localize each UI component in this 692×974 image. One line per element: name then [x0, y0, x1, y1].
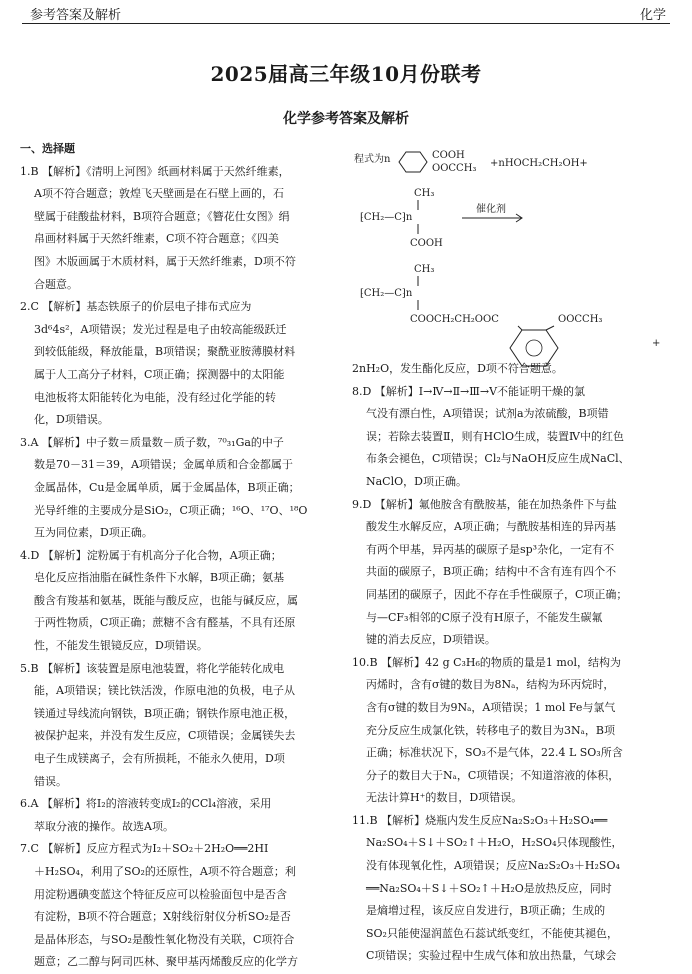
svg-text:+: +: [652, 338, 661, 349]
svg-text:COOCH₂CH₂OOC: COOCH₂CH₂OOC: [410, 314, 499, 325]
svg-text:COOH: COOH: [432, 150, 465, 161]
text-line: 于两性物质，C项正确；蔗糖不含有醛基，不具有还原: [34, 616, 296, 630]
text-line: 属于人工高分子材料，C项正确；探测器中的太阳能: [34, 367, 285, 381]
header-rule: [22, 23, 670, 24]
svg-text:COOH: COOH: [410, 238, 443, 249]
text-line: 布条会褪色，C项错误；Cl₂与NaOH反应生成NaCl、: [366, 452, 630, 466]
text-line: C项错误；实验过程中生成气体和放出热量，气球会: [366, 949, 617, 963]
text-line: 4.D 【解析】淀粉属于有机高分子化合物，A项正确；: [20, 548, 282, 562]
svg-text:+nHOCH₂CH₂OH+: +nHOCH₂CH₂OH+: [490, 158, 588, 169]
text-line: 9.D 【解析】氟他胺含有酰胺基，能在加热条件下与盐: [352, 497, 617, 511]
text-line: SO₂只能使湿润蓝色石蕊试纸变红，不能使其褪色，: [366, 926, 618, 940]
svg-text:⁅CH₂—C⁆n: ⁅CH₂—C⁆n: [360, 212, 413, 223]
text-line: 无法计算H⁺的数目，D项错误。: [366, 791, 523, 805]
text-line: 误；若除去装置Ⅱ，则有HClO生成，装置Ⅳ中的红色: [366, 429, 625, 443]
text-line: 是熵增过程，该反应自发进行，B项正确；生成的: [366, 904, 606, 918]
svg-text:OOCCH₃: OOCCH₃: [558, 314, 603, 325]
text-line: 与—CF₃相邻的C原子没有H原子，不能发生碳氟: [366, 610, 603, 624]
text-line: 皂化反应指油脂在碱性条件下水解，B项正确；氨基: [34, 571, 285, 585]
text-line: 1.B 【解析】《清明上河图》纸画材料属于天然纤维素，: [20, 164, 290, 178]
text-line: 5.B 【解析】该装置是原电池装置，将化学能转化成电: [20, 661, 285, 675]
text-line: A项不符合题意；敦煌飞天壁画是在石壁上画的，石: [34, 187, 284, 201]
text-line: 2.C 【解析】基态铁原子的价层电子排布式应为: [20, 300, 252, 314]
text-line: 光导纤维的主要成分是SiO₂，C项正确；¹⁶O、¹⁷O、¹⁸O: [34, 503, 308, 517]
svg-text:CH₃: CH₃: [414, 188, 435, 199]
page-subtitle: 化学参考答案及解析: [283, 111, 409, 127]
svg-text:⁅CH₂—C⁆n: ⁅CH₂—C⁆n: [360, 288, 413, 299]
text-line: 数是70－31＝39，A项错误；金属单质和合金都属于: [34, 458, 293, 472]
page-header-left: 参考答案及解析: [30, 8, 122, 23]
text-line: NaClO，D项正确。: [366, 474, 467, 488]
text-line: 3d⁶4s²，A项错误；发光过程是电子由较高能级跃迁: [34, 322, 287, 336]
text-line: 用淀粉遇碘变蓝这个特征反应可以检验面包中是否含: [34, 887, 287, 901]
text-line: 7.C 【解析】反应方程式为I₂＋SO₂＋2H₂O══2HI: [20, 842, 269, 856]
text-line: 含有σ键的数目为9Nₐ，A项错误；1 mol Fe与氯气: [366, 700, 616, 714]
svg-text:CH₃: CH₃: [414, 264, 435, 275]
benzene-ring-icon: [399, 152, 427, 172]
text-line: ＋H₂SO₄，利用了SO₂的还原性，A项不符合题意；利: [34, 865, 296, 878]
text-line: 壁属于硅酸盐材料，B项符合题意；《簪花仕女图》绢: [34, 209, 290, 223]
text-line: 性，不能发生银镜反应，D项错误。: [34, 639, 208, 653]
text-line: 电子生成镁离子，会有所损耗，不能永久使用，D项: [34, 752, 285, 766]
text-line: 10.B 【解析】42 g C₃H₆的物质的量是1 mol，结构为: [352, 655, 621, 669]
text-line: 酸发生水解反应，A项正确；与酰胺基相连的异丙基: [366, 520, 616, 534]
text-line: 萃取分液的操作。故选A项。: [34, 819, 174, 833]
page-title: 2025届高三年级10月份联考: [210, 62, 482, 86]
svg-text:OOCCH₃: OOCCH₃: [432, 163, 477, 174]
svg-text:催化剂: 催化剂: [476, 204, 506, 215]
text-line: 有淀粉，B项不符合题意；X射线衍射仪分析SO₂是否: [34, 910, 291, 924]
right-column: [352, 358, 672, 968]
text-line: 镁通过导线流向钢铁，B项正确；钢铁作原电池正极，: [34, 706, 296, 720]
text-line: 键的消去反应，D项错误。: [366, 633, 496, 647]
text-line: 没有体现氧化性，A项错误；反应Na₂S₂O₃＋H₂SO₄: [366, 859, 620, 873]
text-line: 同基团的碳原子，因此不存在手性碳原子，C项正确；: [366, 587, 628, 601]
text-line: 2nH₂O，发生酯化反应，D项不符合题意。: [352, 362, 563, 375]
text-line: 互为同位素，D项正确。: [34, 526, 153, 540]
text-line: ══Na₂SO₄＋S↓＋SO₂↑＋H₂O是放热反应，同时: [366, 881, 612, 895]
text-line: 电池板将太阳能转化为电能，没有经过化学能的转: [34, 390, 276, 404]
text-line: 有两个甲基，异丙基的碳原子是sp³杂化，一定有不: [366, 542, 615, 556]
text-line: 被保护起来，并没有发生反应，C项错误；金属镁失去: [34, 729, 296, 743]
text-line: 分子的数目大于Nₐ，C项错误；不知道溶液的体积，: [366, 768, 620, 782]
text-line: 正确；标准状况下，SO₃不是气体，22.4 L SO₃所含: [366, 746, 623, 760]
text-line: 气没有漂白性，A项错误；试剂a为浓硫酸，B项错: [366, 407, 609, 421]
text-line: 6.A 【解析】将I₂的溶液转变成I₂的CCl₄溶液，采用: [20, 797, 272, 811]
text-line: 11.B 【解析】烧瓶内发生反应Na₂S₂O₃＋H₂SO₄══: [352, 813, 608, 827]
text-line: 帛画材料属于天然纤维素，C项不符合题意；《四美: [34, 232, 279, 246]
text-line: 能，A项错误；镁比铁活泼，作原电池的负极，电子从: [34, 684, 295, 698]
text-line: 丙烯时，含有σ键的数目为8Nₐ，结构为环丙烷时，: [366, 678, 615, 692]
text-line: Na₂SO₄＋S↓＋SO₂↑＋H₂O，H₂SO₄只体现酸性，: [366, 836, 623, 850]
text-line: 是晶体形态，与SO₂是酸性氧化物没有关联，C项符合: [34, 932, 295, 946]
left-column: [20, 138, 336, 974]
text-line: 题意；乙二醇与阿司匹林、聚甲基丙烯酸反应的化学方: [34, 955, 298, 969]
text-line: 一、选择题: [20, 142, 75, 155]
text-line: 错误。: [34, 774, 67, 788]
text-line: 共面的碳原子，B项正确；结构中不含有连有四个不: [366, 565, 617, 579]
text-line: 酸含有羧基和氨基，既能与酸反应，也能与碱反应，属: [34, 593, 298, 607]
text-line: 合题意。: [34, 277, 78, 291]
text-line: 图》木版画属于木质材料，属于天然纤维素，D项不符: [34, 254, 296, 268]
text-line: 到较低能级，释放能量，B项错误；聚酰亚胺薄膜材料: [34, 345, 296, 359]
text-line: 充分反应生成氯化铁，转移电子的数目为3Nₐ，B项: [366, 723, 615, 737]
text-line: 8.D 【解析】Ⅰ→Ⅳ→Ⅱ→Ⅲ→Ⅴ不能证明干燥的氯: [352, 384, 586, 398]
text-line: 3.A 【解析】中子数＝质量数－质子数，⁷⁰₃₁Ga的中子: [20, 435, 284, 449]
equation-prefix: 程式为n: [354, 154, 391, 165]
text-line: 金属晶体，Cu是金属单质，属于金属晶体，B项正确；: [34, 480, 300, 494]
page-header-right: 化学: [639, 8, 666, 23]
text-line: 化，D项错误。: [34, 413, 109, 427]
